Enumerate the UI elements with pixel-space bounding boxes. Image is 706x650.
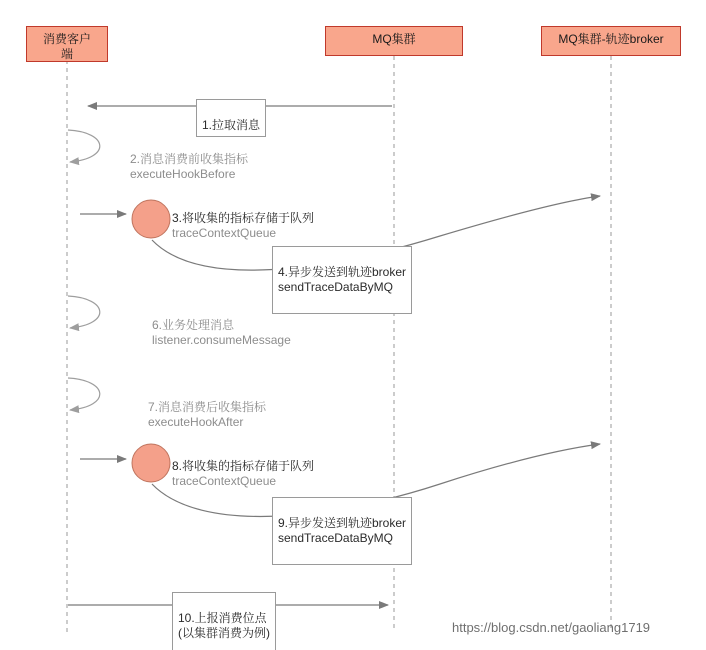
message-10-subtext: (以集群消费为例) [178,626,270,640]
actor-consumer-client[interactable]: 消费客户 端 [26,26,108,62]
message-label-1 [196,99,266,137]
message-6-subtext: listener.consumeMessage [152,333,291,347]
message-1-text: 1.拉取消息 [202,118,261,132]
message-3-subtext: traceContextQueue [172,226,277,240]
message-label-7 [148,385,266,445]
message-label-9 [272,497,412,565]
message-2-text: 2.消息消费前收集指标 [130,152,249,166]
message-label-8 [172,444,314,504]
message-8-subtext: traceContextQueue [172,474,277,488]
message-3-text: 3.将收集的指标存储于队列 [172,211,315,225]
message-8-text: 8.将收集的指标存储于队列 [172,459,315,473]
message-label-6 [152,303,291,363]
message-4-subtext: sendTraceDataByMQ [278,280,393,294]
message-2-subtext: executeHookBefore [130,167,236,181]
actor-mq-trace-broker[interactable]: MQ集群-轨迹broker [541,26,681,56]
message-9-subtext: sendTraceDataByMQ [278,531,393,545]
message-7-subtext: executeHookAfter [148,415,244,429]
message-4-text: 4.异步发送到轨迹broker [278,265,407,279]
message-6-text: 6.业务处理消息 [152,318,235,332]
actor-mq-cluster[interactable]: MQ集群 [325,26,463,56]
message-7-text: 7.消息消费后收集指标 [148,400,267,414]
message-9-text: 9.异步发送到轨迹broker [278,516,407,530]
message-label-10 [172,592,276,650]
message-label-2 [130,137,248,197]
watermark: https://blog.csdn.net/gaoliang1719 [452,620,651,635]
message-label-4 [272,246,412,314]
message-10-text: 10.上报消费位点 [178,611,267,625]
